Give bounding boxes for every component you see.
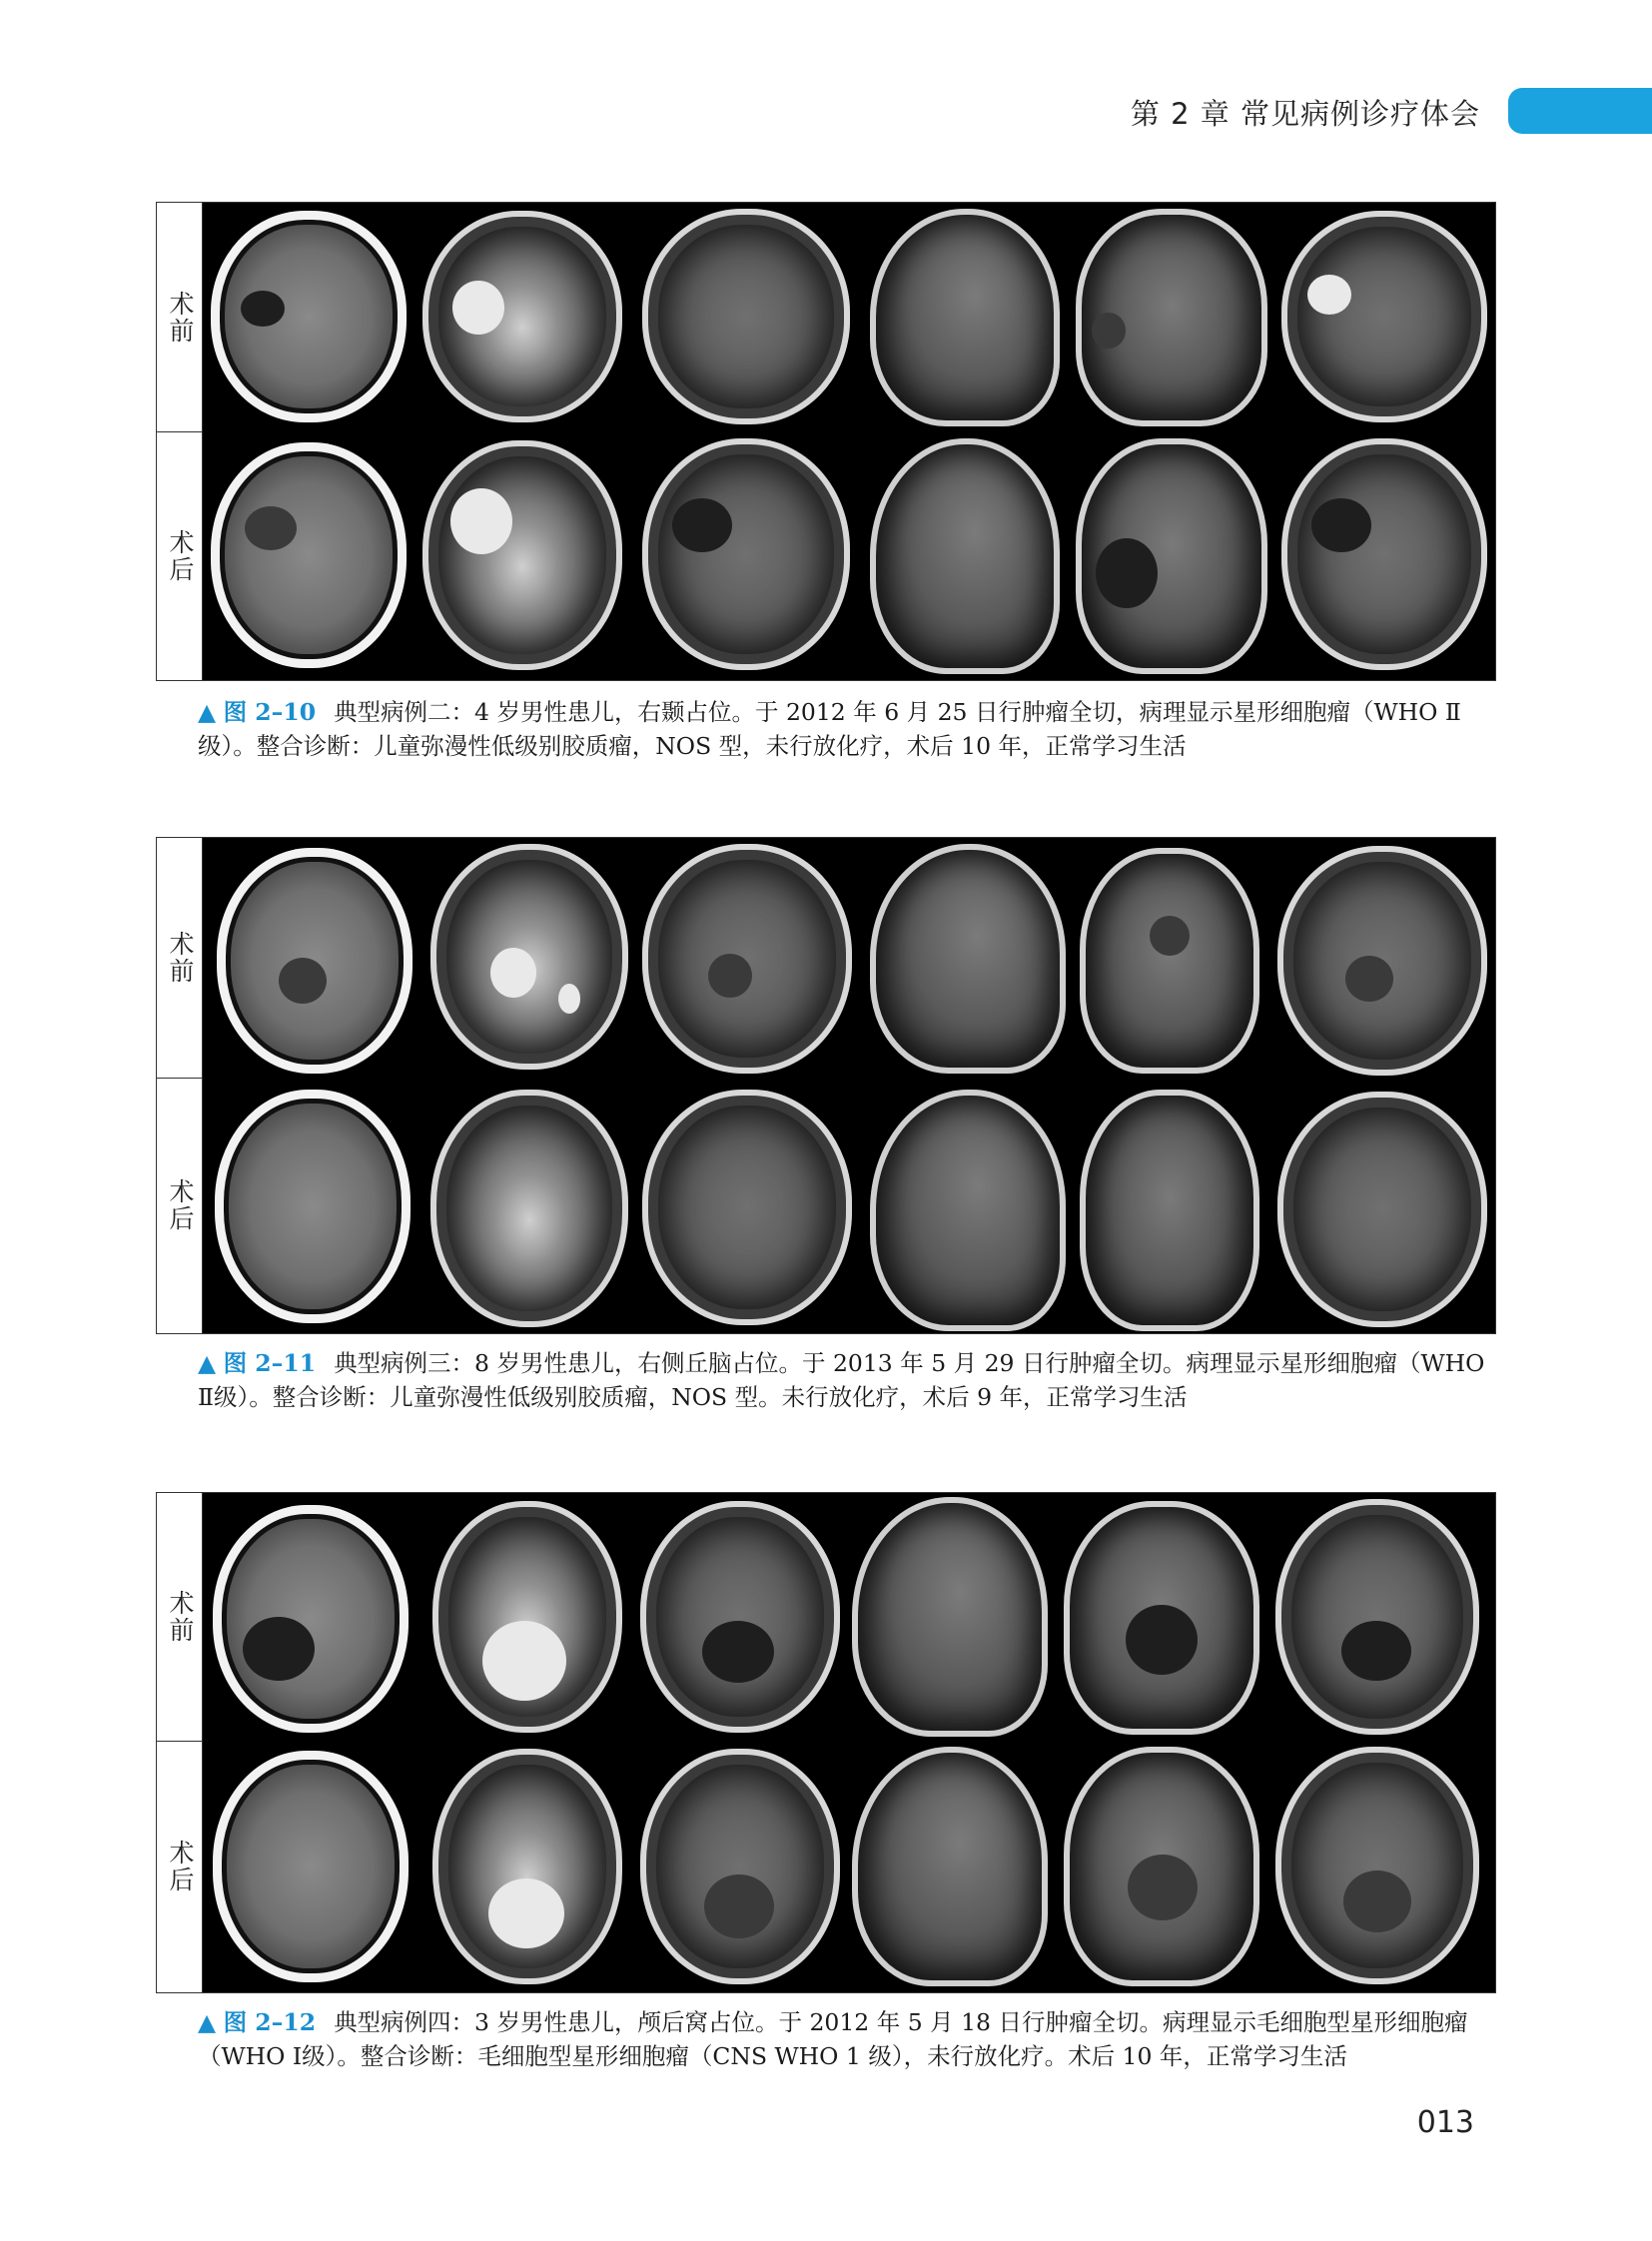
lesion-mark — [243, 1617, 315, 1681]
figure-caption — [198, 695, 1496, 763]
row-label-preop: 术前 — [166, 931, 195, 985]
scan-image — [642, 1090, 852, 1325]
row-label-column — [157, 838, 203, 1333]
triangle-icon: ▲ — [198, 1349, 217, 1377]
row-label-preop: 术前 — [166, 290, 195, 345]
lesion-mark — [1096, 538, 1158, 608]
lesion-mark — [245, 506, 297, 550]
scan-image — [432, 1749, 622, 1984]
scan-image — [1064, 1501, 1259, 1735]
lesion-mark — [1128, 1855, 1198, 1920]
caption-text: 典型病例四：3 岁男性患儿，颅后窝占位。于 2012 年 5 月 18 日行肿瘤全切。病理显示毛细胞型星形细胞瘤（WHO Ⅰ级）。整合诊断：毛细胞型星形细胞瘤（CNS WHO 1 级），未行放化疗。术后 10 年，正常学习生活 — [198, 2008, 1468, 2070]
figure-image-panel — [156, 1492, 1496, 1993]
lesion-mark — [241, 291, 285, 327]
scan-image — [211, 211, 407, 422]
scan-image — [422, 440, 622, 670]
scan-image — [211, 442, 407, 668]
scan-image — [1064, 1747, 1259, 1986]
figure-image-panel — [156, 837, 1496, 1334]
figure-caption — [198, 1346, 1496, 1414]
scan-grid — [203, 1493, 1495, 1992]
caption-text: 典型病例二：4 岁男性患儿，右颞占位。于 2012 年 6 月 25 日行肿瘤全切，病理显示星形细胞瘤（WHO Ⅱ级）。整合诊断：儿童弥漫性低级别胶质瘤，NOS 型，未行放化疗，术后 10 年，正常学习生活 — [198, 698, 1461, 760]
chapter-tab-marker — [1508, 88, 1652, 134]
scan-image — [215, 1090, 411, 1323]
scan-image — [430, 844, 628, 1070]
scan-image — [642, 438, 850, 670]
page-header — [0, 88, 1652, 138]
scan-image — [1281, 438, 1487, 670]
scan-image — [1275, 1499, 1479, 1735]
triangle-icon: ▲ — [198, 698, 217, 726]
scan-image — [1080, 1090, 1259, 1331]
scan-grid — [203, 203, 1495, 680]
lesion-mark — [1126, 1605, 1198, 1675]
scan-image — [1277, 1092, 1487, 1327]
scan-image — [1277, 846, 1487, 1076]
scan-image — [642, 209, 850, 424]
lesion-mark — [1311, 498, 1371, 552]
lesion-mark — [490, 948, 536, 998]
scan-image — [422, 211, 622, 422]
scan-image — [1076, 438, 1267, 674]
figure-image-panel — [156, 202, 1496, 681]
scan-image — [432, 1501, 622, 1733]
scan-image — [640, 1501, 840, 1733]
triangle-icon: ▲ — [198, 2008, 217, 2036]
lesion-mark — [704, 1874, 774, 1938]
figure-number: 图 2–12 — [223, 2008, 317, 2036]
scan-image — [870, 844, 1066, 1074]
lesion-mark — [708, 954, 752, 998]
lesion-mark — [488, 1878, 564, 1948]
scan-grid — [203, 838, 1495, 1333]
scan-image — [1275, 1747, 1479, 1984]
scan-image — [1281, 211, 1487, 422]
scan-image — [852, 1747, 1048, 1986]
page-number: 013 — [1416, 2105, 1474, 2140]
lesion-mark — [1341, 1621, 1411, 1681]
lesion-mark — [1150, 916, 1190, 956]
row-label-column — [157, 203, 203, 680]
lesion-mark — [482, 1621, 566, 1701]
figure-number: 图 2–10 — [223, 698, 317, 726]
figure-number: 图 2–11 — [223, 1349, 317, 1377]
row-label-postop: 术后 — [166, 1840, 195, 1893]
scan-image — [642, 844, 852, 1074]
row-label-postop: 术后 — [166, 528, 195, 583]
scan-image — [217, 848, 413, 1074]
lesion-mark — [702, 1621, 774, 1683]
figure-caption — [198, 2005, 1496, 2073]
lesion-mark — [1307, 275, 1351, 315]
caption-text: 典型病例三：8 岁男性患儿，右侧丘脑占位。于 2013 年 5 月 29 日行肿瘤全切。病理显示星形细胞瘤（WHO Ⅱ级）。整合诊断：儿童弥漫性低级别胶质瘤，NOS 型。未行放化疗，术后 9 年，正常学习生活 — [198, 1349, 1485, 1411]
scan-image — [213, 1751, 409, 1982]
scan-image — [852, 1497, 1048, 1737]
scan-image — [213, 1505, 409, 1733]
row-label-preop: 术前 — [166, 1590, 195, 1644]
scan-image — [870, 1090, 1066, 1331]
lesion-mark — [450, 488, 512, 554]
scan-image — [870, 209, 1060, 426]
scan-image — [1080, 848, 1259, 1074]
lesion-mark — [1343, 1870, 1411, 1932]
scan-image — [1076, 209, 1267, 426]
lesion-mark — [558, 984, 580, 1014]
lesion-mark — [672, 498, 732, 552]
lesion-mark — [1092, 313, 1126, 349]
row-label-postop: 术后 — [166, 1178, 195, 1232]
scan-image — [870, 438, 1060, 674]
lesion-mark — [1345, 956, 1393, 1002]
scan-image — [430, 1090, 628, 1327]
row-label-column — [157, 1493, 203, 1992]
scan-image — [640, 1749, 840, 1984]
chapter-title: 第 2 章 常见病例诊疗体会 — [1130, 97, 1480, 131]
lesion-mark — [452, 281, 504, 335]
lesion-mark — [279, 958, 327, 1004]
